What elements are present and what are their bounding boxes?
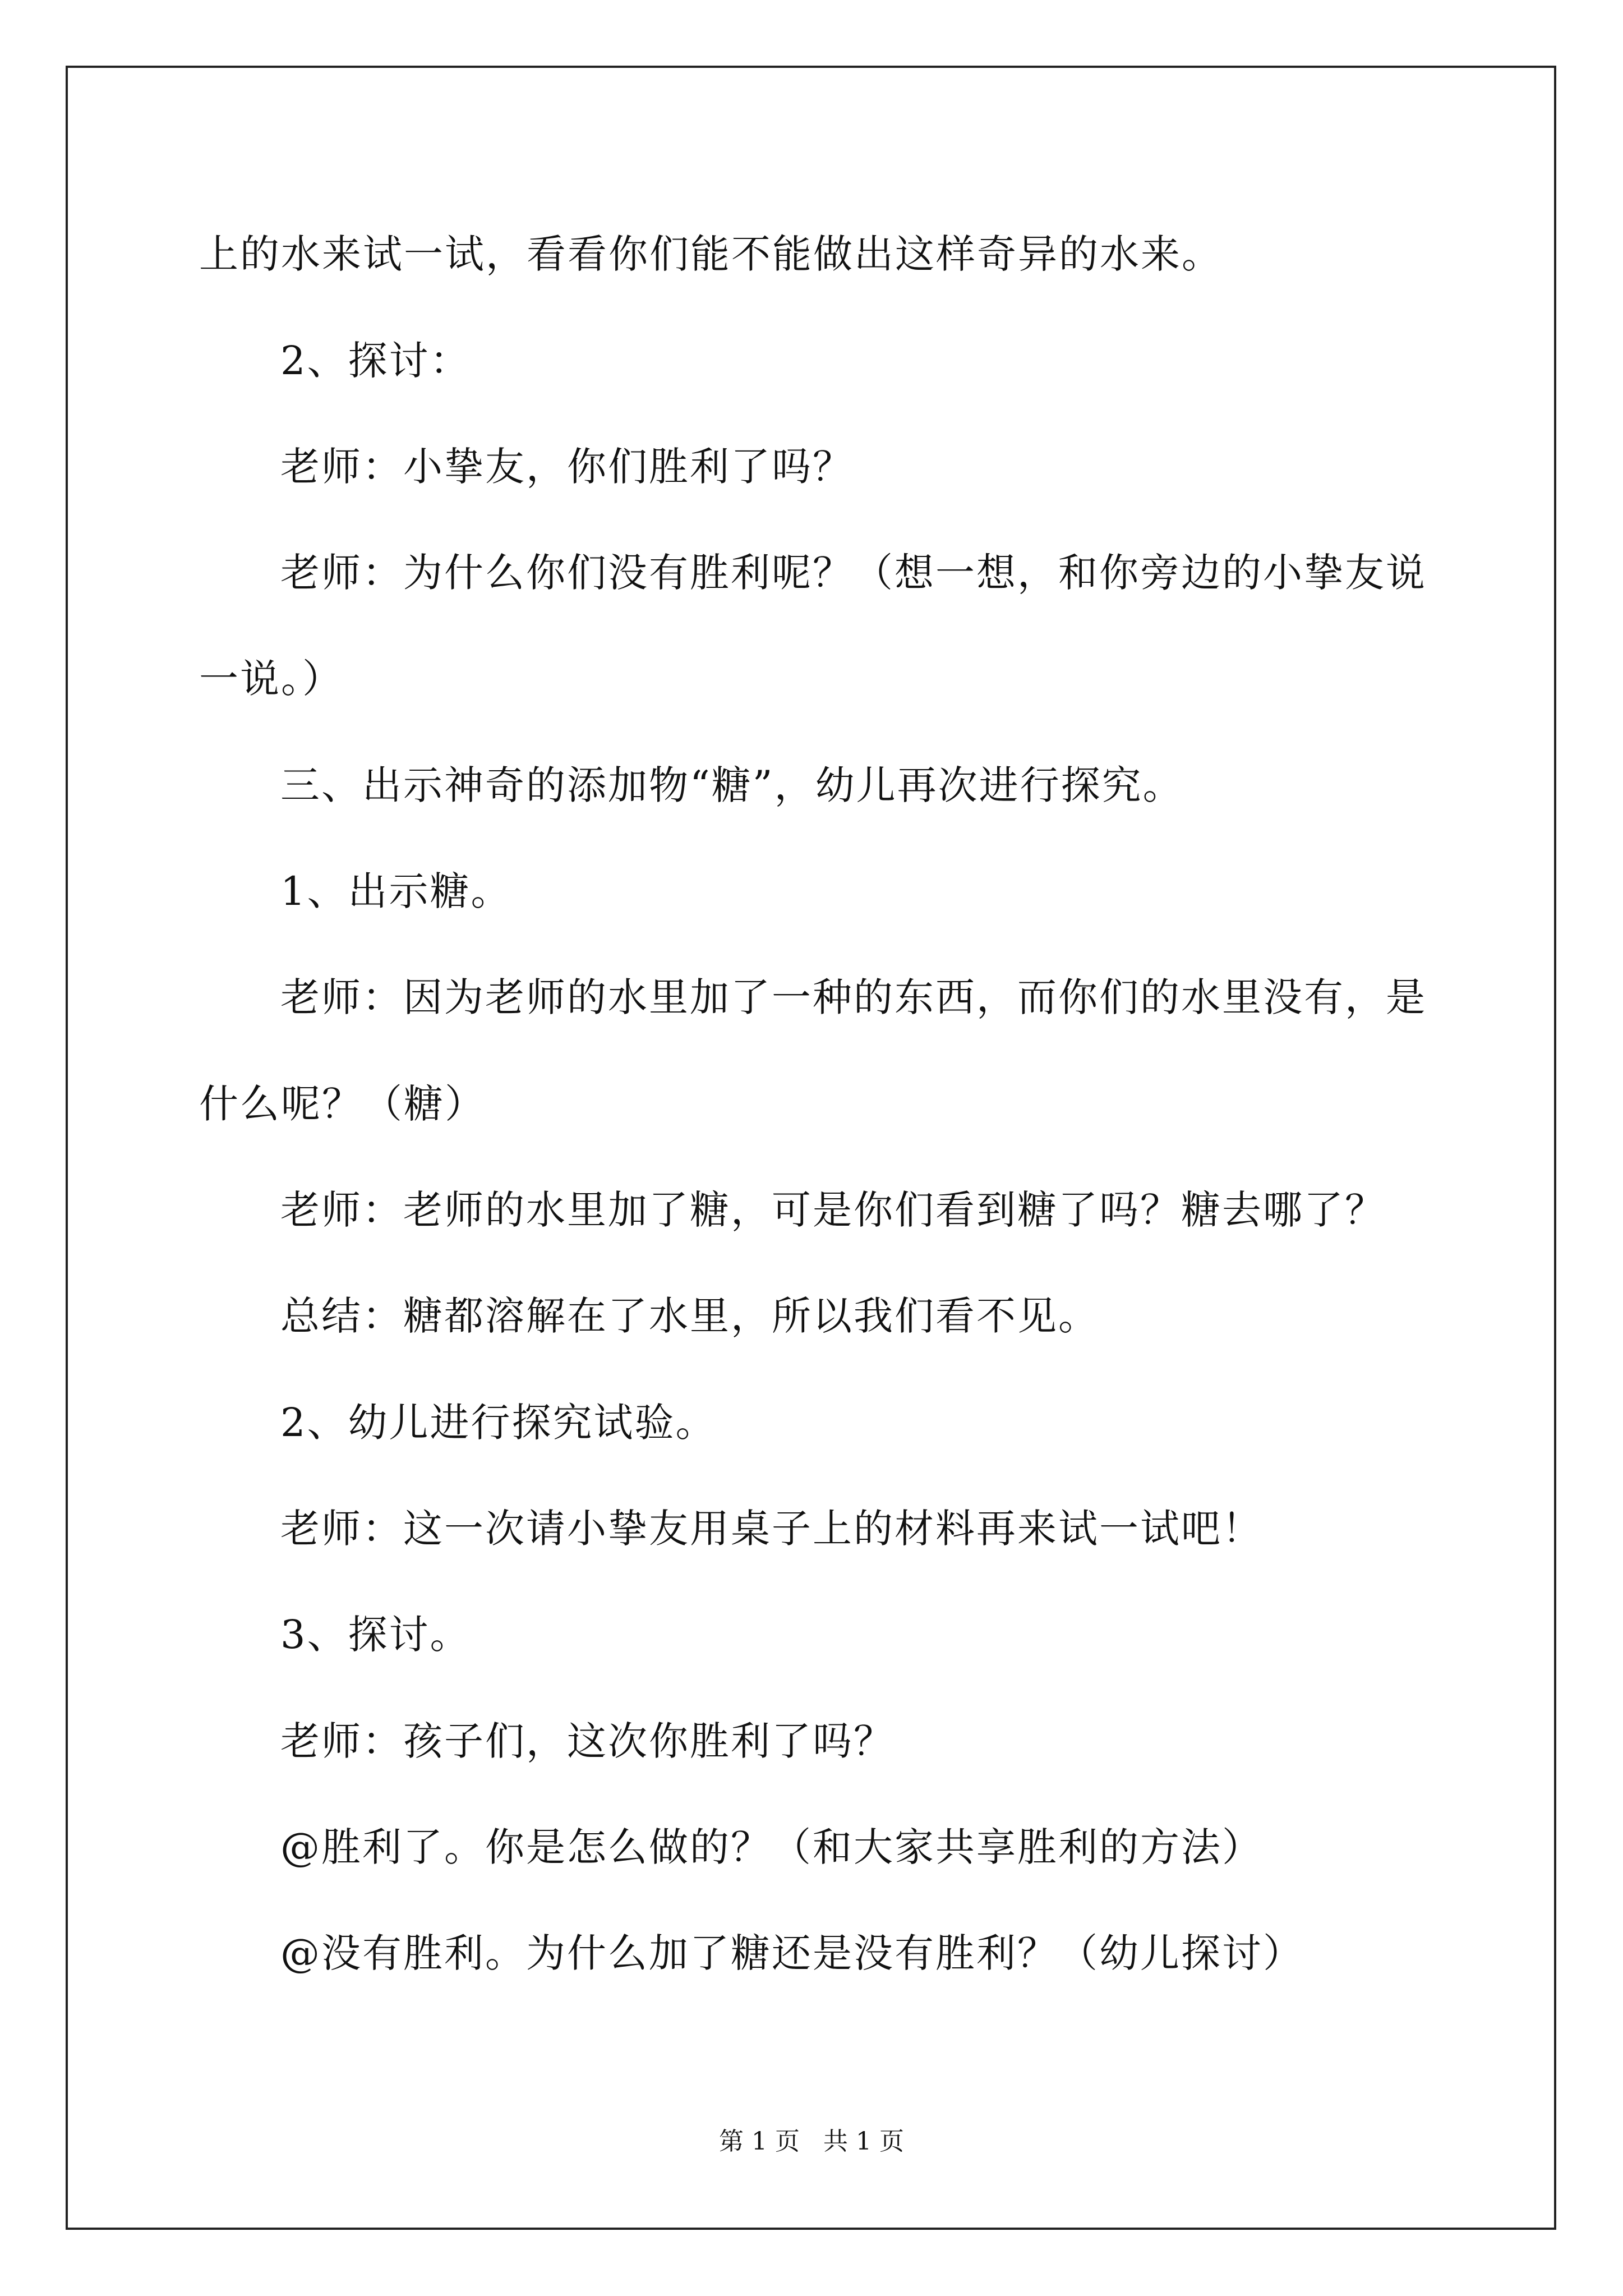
text-line-4: 老师：为什么你们没有胜利呢？（想一想，和你旁边的小挚友说 (280, 550, 1427, 596)
text-line-3: 老师：小挚友，你们胜利了吗？ (280, 444, 854, 490)
text-line-7: 1、出示糖。 (280, 868, 512, 914)
page-border (66, 66, 1556, 2230)
text-line-17: @没有胜利。为什么加了糖还是没有胜利？（幼儿探讨） (280, 1930, 1304, 1976)
text-line-8: 老师：因为老师的水里加了一种的东西，而你们的水里没有，是 (280, 974, 1427, 1020)
text-line-9: 什么呢？（糖） (199, 1081, 486, 1127)
text-line-10: 老师：老师的水里加了糖，可是你们看到糖了吗？糖去哪了？ (280, 1187, 1386, 1233)
text-line-14: 3、探讨。 (280, 1612, 471, 1658)
text-line-12: 2、幼儿进行探究试验。 (280, 1400, 717, 1446)
text-line-6: 三、出示神奇的添加物“糖”，幼儿再次进行探究。 (280, 762, 1184, 808)
text-line-5: 一说。） (199, 656, 343, 702)
text-line-2: 2、探讨： (280, 338, 471, 384)
page-number-footer: 第 1 页 共 1 页 (719, 2127, 904, 2156)
text-line-1: 上的水来试一试，看看你们能不能做出这样奇异的水来。 (199, 231, 1223, 277)
text-line-13: 老师：这一次请小挚友用桌子上的材料再来试一试吧！ (280, 1506, 1263, 1552)
text-line-16: @胜利了。你是怎么做的？（和大家共享胜利的方法） (280, 1824, 1263, 1870)
text-line-15: 老师：孩子们，这次你胜利了吗？ (280, 1718, 895, 1764)
text-line-11: 总结：糖都溶解在了水里，所以我们看不见。 (280, 1293, 1099, 1339)
